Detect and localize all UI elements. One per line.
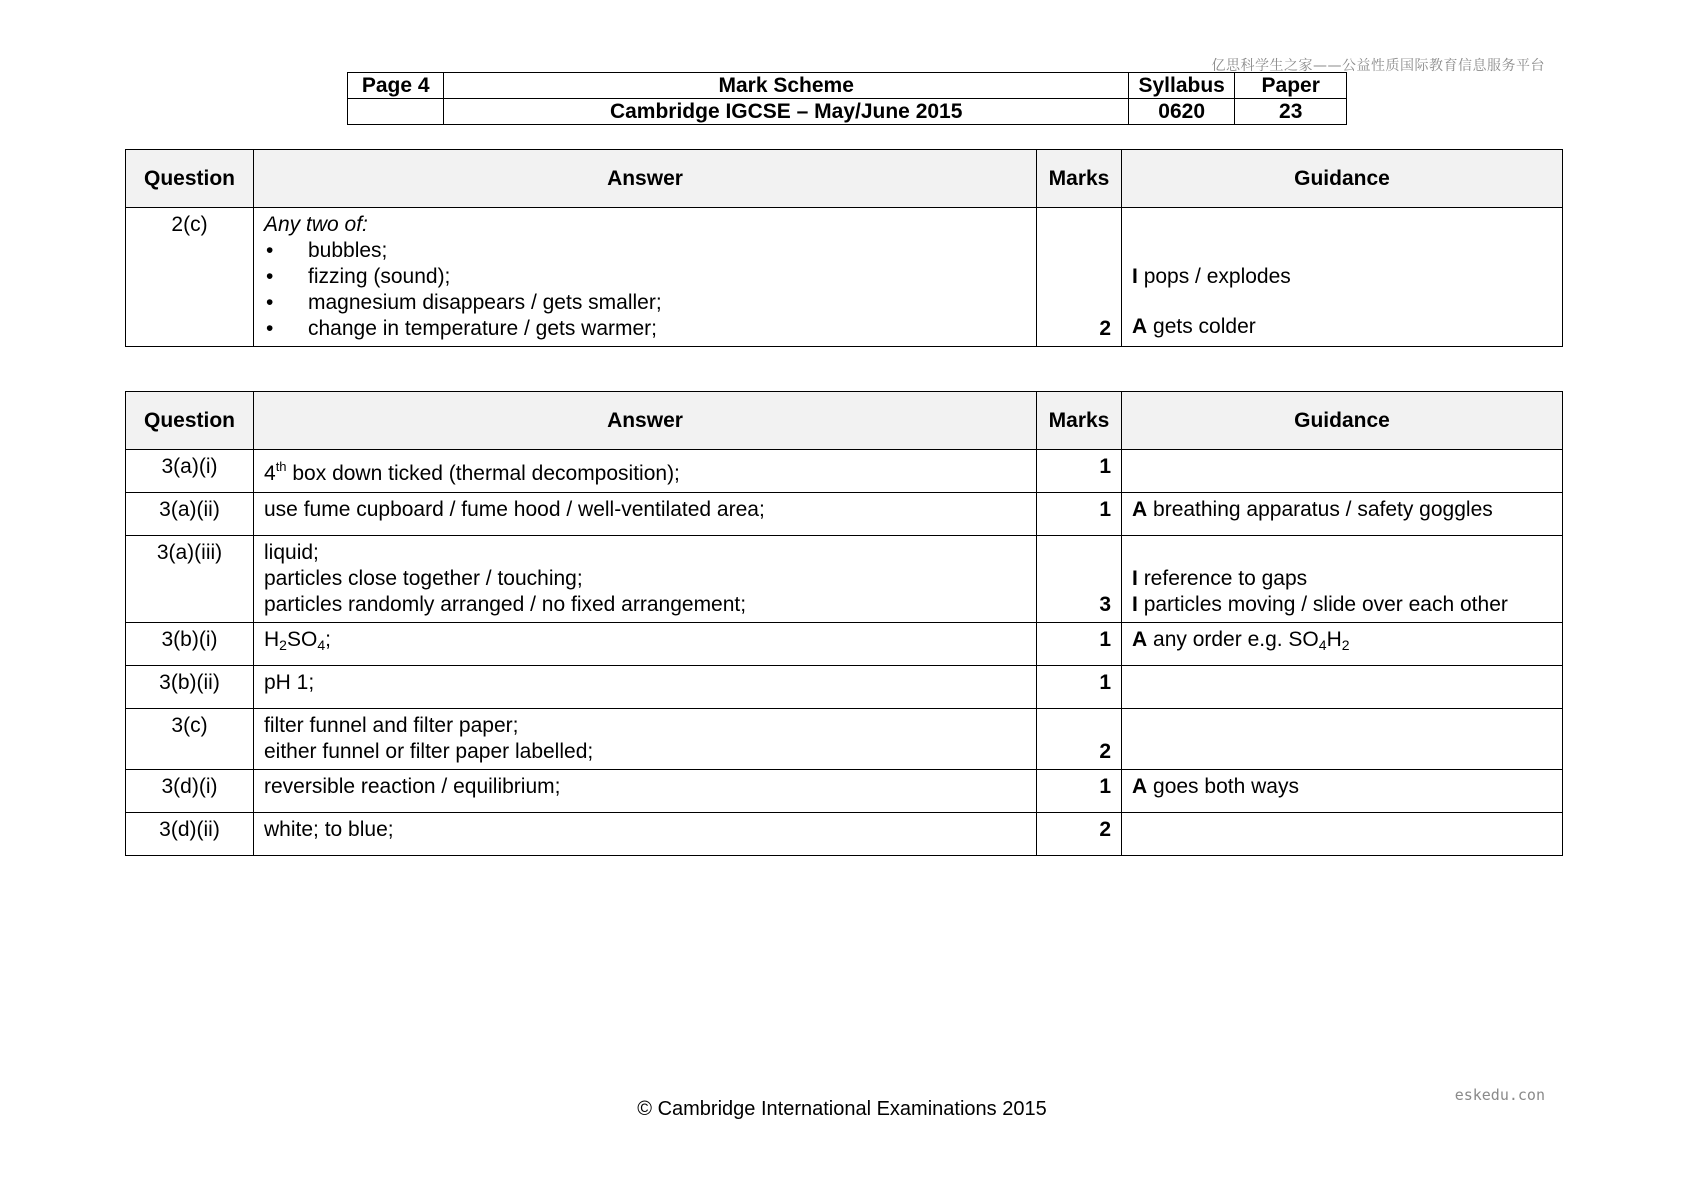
answer-cell: use fume cupboard / fume hood / well-ventilated area; xyxy=(254,493,1037,536)
header-table xyxy=(347,72,1347,125)
copyright-footer: © Cambridge International Examinations 2015 xyxy=(637,1098,1047,1120)
guidance-line: I particles moving / slide over each other xyxy=(1132,593,1508,616)
marks-value: 2 xyxy=(1037,709,1122,770)
bullet-text: magnesium disappears / gets smaller; xyxy=(308,291,662,314)
page-number: Page 4 xyxy=(348,73,444,99)
column-header-guidance: Guidance xyxy=(1122,150,1563,208)
guidance-cell xyxy=(1122,813,1563,856)
question-number: 3(c) xyxy=(126,709,254,770)
syllabus-code: 0620 xyxy=(1128,99,1235,125)
watermark-top: 亿思科学生之家——公益性质国际教育信息服务平台 xyxy=(1211,58,1545,74)
marks-value: 1 xyxy=(1037,770,1122,813)
guidance-line: A gets colder xyxy=(1132,315,1256,338)
syllabus-label: Syllabus xyxy=(1128,73,1235,99)
document-title: Mark Scheme xyxy=(444,73,1128,99)
table-row xyxy=(126,623,1563,666)
marks-value: 1 xyxy=(1037,450,1122,493)
answer-cell xyxy=(254,709,1037,770)
bullet-item: • bubbles; xyxy=(266,239,388,262)
table-row xyxy=(126,536,1563,623)
column-header-question: Question xyxy=(126,392,254,450)
table-row xyxy=(126,770,1563,813)
bullet-item: • change in temperature / gets warmer; xyxy=(266,317,658,340)
paper-label: Paper xyxy=(1235,73,1347,99)
question-number: 3(a)(ii) xyxy=(126,493,254,536)
answer-cell: reversible reaction / equilibrium; xyxy=(254,770,1037,813)
guidance-cell: A breathing apparatus / safety goggles xyxy=(1122,493,1563,536)
guidance-cell xyxy=(1122,709,1563,770)
column-header-guidance: Guidance xyxy=(1122,392,1563,450)
column-header-question: Question xyxy=(126,150,254,208)
mark-scheme-table-q3 xyxy=(125,391,1563,856)
answer-cell xyxy=(254,536,1037,623)
guidance-cell xyxy=(1122,208,1563,347)
table-row xyxy=(126,450,1563,493)
question-number: 3(b)(ii) xyxy=(126,666,254,709)
guidance-line: I reference to gaps xyxy=(1132,567,1308,590)
guidance-cell: A any order e.g. $SO_4H_2$ xyxy=(1122,623,1563,666)
answer-cell: pH 1; xyxy=(254,666,1037,709)
question-number: 3(b)(i) xyxy=(126,623,254,666)
column-header-marks: Marks xyxy=(1037,392,1122,450)
marks-value: 3 xyxy=(1037,536,1122,623)
marks-value: 1 xyxy=(1037,666,1122,709)
guidance-cell xyxy=(1122,536,1563,623)
watermark-bottom: eskedu.con xyxy=(1454,1086,1545,1104)
column-header-answer: Answer xyxy=(254,392,1037,450)
table-row xyxy=(126,208,1563,347)
exam-name: Cambridge IGCSE – May/June 2015 xyxy=(444,99,1128,125)
answer-line: filter funnel and filter paper; xyxy=(264,714,519,737)
answer-intro: Any two of: xyxy=(264,213,368,236)
bullet-text: fizzing (sound); xyxy=(308,265,451,288)
paper-number: 23 xyxy=(1235,99,1347,125)
marks-value: 1 xyxy=(1037,623,1122,666)
table-row xyxy=(126,709,1563,770)
bullet-text: bubbles; xyxy=(308,239,388,262)
table-row xyxy=(126,493,1563,536)
bullet-item: • magnesium disappears / gets smaller; xyxy=(266,291,662,314)
answer-cell: white; to blue; xyxy=(254,813,1037,856)
table-row xyxy=(126,666,1563,709)
marks-value: 2 xyxy=(1037,813,1122,856)
marks-value: 1 xyxy=(1037,493,1122,536)
table-header-row xyxy=(126,392,1563,450)
answer-line: particles close together / touching; xyxy=(264,567,583,590)
table-header-row xyxy=(126,150,1563,208)
answer-line: particles randomly arranged / no fixed arrangement; xyxy=(264,593,747,616)
answer-cell xyxy=(254,208,1037,347)
column-header-marks: Marks xyxy=(1037,150,1122,208)
guidance-cell: A goes both ways xyxy=(1122,770,1563,813)
guidance-cell xyxy=(1122,666,1563,709)
column-header-answer: Answer xyxy=(254,150,1037,208)
question-number: 3(a)(iii) xyxy=(126,536,254,623)
mark-scheme-table-q2 xyxy=(125,149,1563,347)
answer-line: either funnel or filter paper labelled; xyxy=(264,740,594,763)
guidance-cell xyxy=(1122,450,1563,493)
answer-cell: $H_2SO_4$; xyxy=(254,623,1037,666)
header-blank-cell xyxy=(348,99,444,125)
answer-cell: 4th box down ticked (thermal decomposition); xyxy=(254,450,1037,493)
answer-line: liquid; xyxy=(264,541,319,564)
bullet-text: change in temperature / gets warmer; xyxy=(308,317,658,340)
bullet-item: • fizzing (sound); xyxy=(266,265,451,288)
question-number: 3(d)(ii) xyxy=(126,813,254,856)
marks-value: 2 xyxy=(1037,208,1122,347)
question-number: 2(c) xyxy=(126,208,254,347)
table-row xyxy=(126,813,1563,856)
question-number: 3(a)(i) xyxy=(126,450,254,493)
guidance-line: I pops / explodes xyxy=(1132,265,1291,288)
question-number: 3(d)(i) xyxy=(126,770,254,813)
